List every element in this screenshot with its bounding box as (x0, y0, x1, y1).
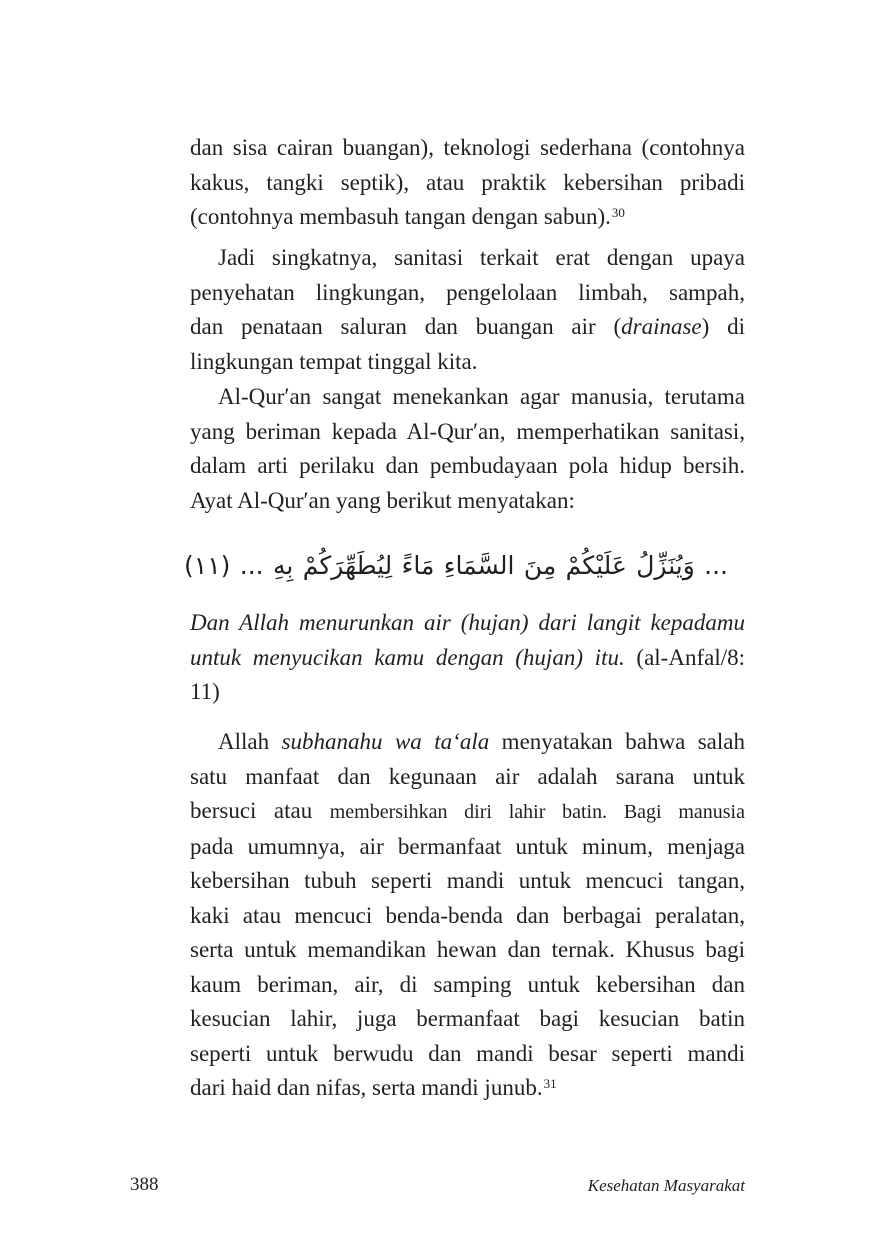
paragraph-4-line-5: kebersihan tubuh seperti mandi untuk mencuci tangan, (190, 868, 745, 893)
paragraph-sanitation-examples (190, 131, 745, 235)
paragraph-water-benefits (190, 725, 745, 1106)
translation-line-2-text: untuk menyucikan kamu dengan (hujan) itu. (190, 644, 625, 670)
paragraph-2-line-1: Jadi singkatnya, sanitasi terkait erat dengan upaya (218, 245, 745, 270)
paragraph-4-line-3-text-b: membersihkan diri lahir batin. Bagi manusia (329, 801, 745, 823)
paragraph-1-line-3-text: (contohnya membasuh tangan dengan sabun). (190, 204, 611, 229)
translation-line-1: Dan Allah menurunkan air (hujan) dari langit kepadamu (190, 610, 745, 635)
paragraph-3-line-2: yang beriman kepada Al-Qur′an, memperhatikan sanitasi, (190, 418, 745, 444)
footnote-reference-31: 31 (543, 1075, 557, 1091)
paragraph-1-line-3 (190, 200, 745, 235)
translation-line-2 (190, 641, 745, 676)
paragraph-4-line-7: serta untuk memandikan hewan dan ternak. Khusus bagi (190, 937, 745, 962)
footnote-reference-30: 30 (611, 204, 625, 220)
paragraph-4-line-10: seperti untuk berwudu dan mandi besar seperti mandi (190, 1040, 745, 1066)
paragraph-2-line-3-text-a: dan penataan saluran dan buangan air ( (190, 314, 622, 339)
paragraph-3-line-4: Ayat Al-Qur′an yang berikut menyatakan: (190, 487, 575, 513)
paragraph-1-line-2: kakus, tangki septik), atau praktik kebersihan pribadi (190, 169, 745, 195)
paragraph-4-line-8: kaum beriman, air, di samping untuk kebersihan dan (190, 971, 745, 997)
paragraph-4-line-11-text: dari haid dan nifas, serta mandi junub. (190, 1075, 543, 1100)
verse-translation (190, 606, 745, 710)
verse-citation: (al-Anfal/8: (624, 644, 745, 670)
term-drainase: drainase (621, 314, 702, 339)
paragraph-4-line-6: kaki atau mencuci benda-benda dan berbagai peralatan, (190, 902, 745, 928)
paragraph-4-line-1-text-a: Allah (218, 729, 282, 754)
paragraph-sanitation-summary (190, 241, 745, 379)
paragraph-4-line-11 (190, 1071, 745, 1106)
paragraph-4-line-4: pada umumnya, air bermanfaat untuk minum, menjaga (190, 833, 745, 859)
arabic-verse: ... وَيُنَزِّلُ عَلَيْكُمْ مِنَ السَّمَاءِ مَاءً لِيُطَهِّرَكُمْ بِهِ ... (١١) (184, 551, 728, 580)
paragraph-3-line-1: Al-Qur′an sangat menekankan agar manusia, terutama (218, 384, 745, 409)
paragraph-4-line-3-text-a: bersuci atau (190, 798, 330, 823)
paragraph-2-line-3 (190, 310, 745, 345)
paragraph-2-line-3-text-b: ) di (701, 314, 745, 339)
paragraph-4-line-9: kesucian lahir, juga bermanfaat bagi kesucian batin (190, 1006, 745, 1031)
paragraph-1-line-1: dan sisa cairan buangan), teknologi sederhana (contohnya (190, 135, 745, 160)
paragraph-4-line-1 (190, 725, 745, 760)
term-subhanahu-wa-taala: subhanahu wa ta‘ala (281, 729, 490, 754)
running-footer-title: Kesehatan Masyarakat (587, 1176, 745, 1195)
paragraph-quran-emphasis (190, 380, 745, 518)
paragraph-4-line-2: satu manfaat dan kegunaan air adalah sarana untuk (190, 763, 745, 789)
page-number: 388 (130, 1174, 159, 1195)
paragraph-2-line-4: lingkungan tempat tinggal kita. (190, 348, 478, 374)
paragraph-2-line-2: penyehatan lingkungan, pengelolaan limbah, sampah, (190, 279, 745, 305)
paragraph-4-line-1-text-b: menyatakan bahwa salah (489, 729, 745, 754)
paragraph-4-line-3 (190, 794, 745, 830)
verse-citation-continued: 11) (190, 679, 220, 704)
paragraph-3-line-3: dalam arti perilaku dan pembudayaan pola hidup bersih. (190, 453, 745, 478)
